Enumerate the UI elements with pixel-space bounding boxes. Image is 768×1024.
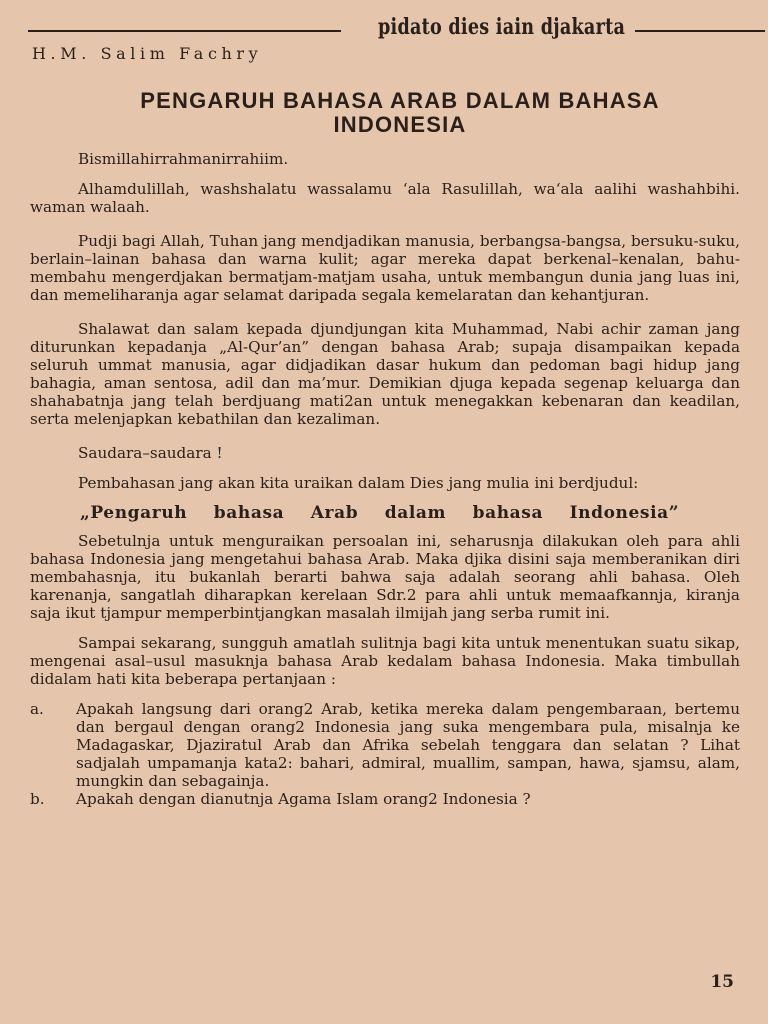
article-title-line-2: INDONESIA xyxy=(333,112,467,137)
author-name: H.M. Salim Fachry xyxy=(32,44,263,63)
list-marker: a. xyxy=(30,700,44,718)
paragraph-shalawat: Shalawat dan salam kepada djundjungan kita Muhammad, Nabi achir zaman jang diturunkan kepadanja „Al-Qur’an” dengan bahasa Arab; supaja disampaikan kepada seluruh ummat manusia, agar didjadikan dasar hukum dan pedoman bagi hidup jang bahagia, aman sentosa, adil dan ma’mur. Demikian djuga kepada segenap keluarga dan shahabatnja jang telah berdjuang mati2an untuk menegakkan kebenaran dan keadilan, serta melenjapkan kebathilan dan kezaliman. xyxy=(30,320,740,428)
list-item-text: Apakah dengan dianutnja Agama Islam orang2 Indonesia ? xyxy=(76,790,531,808)
paragraph-pudji: Pudji bagi Allah, Tuhan jang mendjadikan manusia, berbangsa-bangsa, bersuku-suku, berlain–lainan bahasa dan warna kulit; agar mereka dapat berkenal–kenalan, bahu-membahu mengerdjakan bermatjam-matjam usaha, untuk membangun dunia jang luas ini, dan memeliharanja agar selamat daripada segala kemelaratan dan kehantjuran. xyxy=(30,232,740,304)
paragraph-question: Sampai sekarang, sungguh amatlah sulitnja bagi kita untuk menentukan suatu sikap, mengenai asal–usul masuknja bahasa Arab kedalam bahasa Indonesia. Maka timbullah didalam hati kita beberapa pertanjaan : xyxy=(30,634,740,688)
running-header-title: pidato dies iain djakarta xyxy=(378,14,626,40)
page-number: 15 xyxy=(710,972,734,992)
paragraph-salutation: Saudara–saudara ! xyxy=(78,444,223,462)
header-rule-left xyxy=(28,30,341,32)
paragraph-intro: Pembahasan jang akan kita uraikan dalam Dies jang mulia ini berdjudul: xyxy=(78,474,639,492)
question-list xyxy=(30,700,740,808)
list-marker: b. xyxy=(30,790,45,808)
article-title-line-1: PENGARUH BAHASA ARAB DALAM BAHASA xyxy=(140,88,660,113)
paragraph-disclaimer: Sebetulnja untuk menguraikan persoalan ini, seharusnja dilakukan oleh para ahli bahasa Indonesia jang mengetahui bahasa Arab. Maka djika disini saja memberanikan diri membahasnja, itu bukanlah berarti bahwa saja adalah seorang ahli bahasa. Oleh karenanja, sangatlah diharapkan kerelaan Sdr.2 para ahli untuk memaafkannja, kiranja saja ikut tjampur memperbintjangkan masalah ilmijah jang serba rumit ini. xyxy=(30,532,740,622)
paragraph-hamdalah: Alhamdulillah, washshalatu wassalamu ‘ala Rasulillah, wa‘ala aalihi washahbihi. waman walaah. xyxy=(30,180,740,216)
list-item xyxy=(30,700,740,790)
running-header xyxy=(28,14,740,44)
article-body xyxy=(30,150,740,808)
list-item xyxy=(30,790,740,808)
topic-title: „Pengaruh bahasa Arab dalam bahasa Indonesia” xyxy=(80,503,680,523)
header-rule-right xyxy=(635,30,765,32)
paragraph-basmala: Bismillahirrahmanirrahiim. xyxy=(78,150,289,168)
list-item-text: Apakah langsung dari orang2 Arab, ketika mereka dalam pengembaraan, bertemu dan bergaul dengan orang2 Indonesia jang suka mengembara pula, misalnja ke Madagaskar, Djaziratul Arab dan Afrika sebelah tenggara dan selatan ? Lihat sadjalah umpamanja kata2: bahari, admiral, muallim, sampan, hawa, sjamsu, alam, mungkin dan sebagainja. xyxy=(76,700,740,790)
